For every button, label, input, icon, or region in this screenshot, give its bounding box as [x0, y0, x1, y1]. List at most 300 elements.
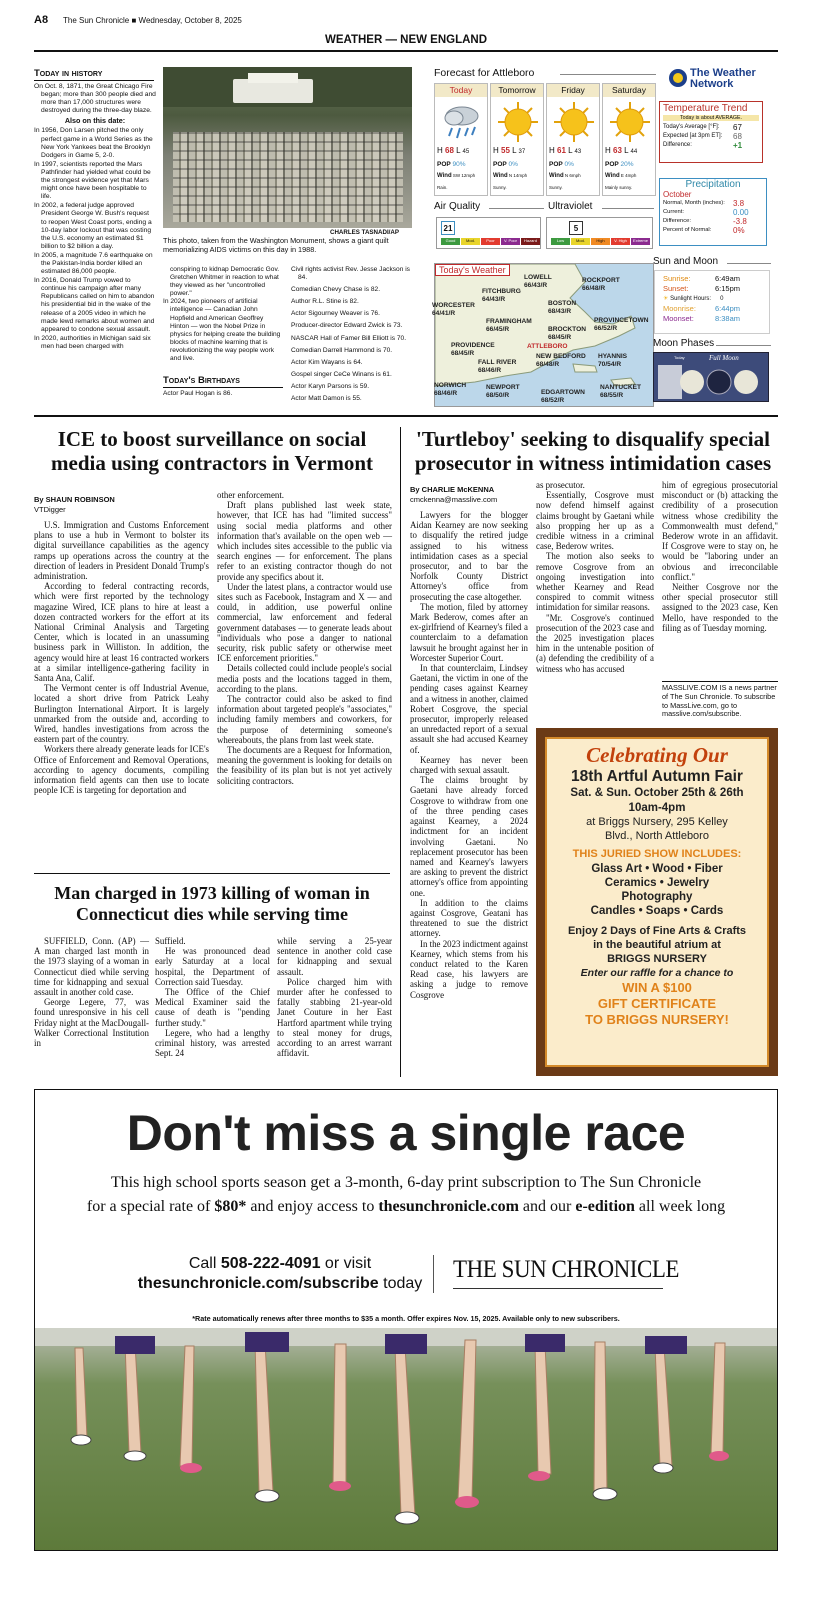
day-name: Tomorrow: [491, 84, 543, 97]
hi-label: H: [493, 146, 499, 155]
wind-value: N 14mph: [508, 173, 528, 178]
masslive-note: MASSLIVE.COM IS a news partner of The Sun Chronicle. To subscribe to MassLive.com, go to masslive.com/subscribe.: [662, 683, 777, 719]
map-city-brockton: [548, 326, 586, 341]
ice-paragraph: Under the latest plans, a contractor would use sites such as Facebook, Instagram and X — and could, in addition, use powerful online commercial, law enforcement and federal government databases — to generate leads about "individuals who pose a danger to national security, risk public safety or otherwise meet ICE enforcement priorities.": [217, 581, 392, 664]
history-cont-2: In 2024, two pioneers of artificial intelligence — Canadian John Hopfield and American Geoffrey Hinton — won the Nobel Prize in physics for helping create the building blocks of machine learning that is revolutionizing the way people work and live.: [163, 298, 281, 363]
map-city-rockport: [582, 277, 620, 292]
killing-paragraph: while serving a 25-year sentence in another cold case for kidnapping and sexual assault.: [277, 936, 392, 977]
pop-label: POP: [549, 161, 563, 168]
precip-row-value: 0%: [733, 226, 745, 235]
hi-temp: 68: [445, 146, 454, 155]
ad-fine-print: *Rate automatically renews after three months to $35 a month. Offer expires Nov. 15, 2025. Available only to new subscribers.: [192, 1314, 620, 1323]
map-city-attleboro: [527, 343, 568, 351]
ad-sub-text: and our: [518, 1198, 576, 1215]
wind: [437, 173, 475, 179]
day-name: Saturday: [603, 84, 655, 97]
city-name: EDGARTOWN: [541, 389, 585, 396]
moon-today-label: Today: [674, 355, 685, 360]
ice-paragraph: U.S. Immigration and Customs Enforcement plans to use a hub in Vermont to bolster its digital surveillance capabilities as the agency ramps up operations across the country at the direction of leaders in President Donald Trump's administration.: [34, 520, 209, 582]
turtleboy-paragraph: In addition to the claims against Cosgrove, Geatani has threatened to sue the district attorney.: [410, 897, 528, 939]
header-paper: The Sun Chronicle ■ Wednesday, October 8, 2025: [63, 16, 242, 25]
map-city-fall-river: [478, 359, 516, 374]
wind-value: SW 12mph: [452, 173, 476, 178]
hi-lo: [437, 146, 469, 155]
precip-row: [663, 208, 763, 217]
turtleboy-col3: [662, 480, 778, 633]
fair-line-3: Sat. & Sun. October 25th & 26th: [570, 787, 744, 799]
history-item: In 2002, a federal judge approved President George W. Bush's request to reopen West Coast ports, ending a 10-day labor lockout that was costing the U.S. economy an estimated $1 billion to $2 billion a day.: [34, 202, 152, 250]
moonrise-label: Moonrise:: [663, 304, 696, 313]
sun-icon: [552, 100, 596, 144]
condition: Rain.: [437, 185, 448, 190]
fair-line-10: Photography: [621, 891, 693, 903]
history-item: In 1997, scientists reported the Mars Pathfinder had yielded what could be the strongest evidence yet that Mars might once have been hospitable to life.: [34, 160, 151, 201]
city-temp: 64/43/R: [482, 295, 506, 303]
condition: Mainly sunny.: [605, 185, 633, 190]
trend-row-value: 68: [733, 132, 742, 141]
logo-line-1: The Weather: [690, 67, 756, 79]
pop-value: 0%: [508, 161, 518, 168]
ice-paragraph: The documents are a Request for Information, meaning the government is looking for details on the feasibility of its plan but is not yet actively soliciting contractors.: [217, 745, 392, 786]
history-item: In 1956, Don Larsen pitched the only perfect game in a World Series as the New York Yankees beat the Brooklyn Dodgers in Game 5, 2-0.: [34, 127, 153, 159]
city-name: NANTUCKET: [600, 384, 642, 391]
runners-photo: [35, 1328, 777, 1551]
ad-price: $80*: [214, 1198, 247, 1215]
birthday-item: Comedian Darrell Hammond is 70.: [291, 346, 393, 354]
precip-row-value: -3.8: [733, 217, 747, 226]
fair-line-15: Enter our raffle for a chance to: [580, 967, 734, 979]
aqi-moderate: Mod.: [461, 238, 480, 245]
city-temp: 68/45/R: [548, 333, 572, 341]
moonrise-value: 6:44pm: [715, 304, 741, 313]
city-name: HYANNIS: [598, 353, 628, 360]
pop: [605, 161, 634, 168]
ad-visit-text: or visit: [320, 1255, 372, 1272]
killing-paragraph: George Legere, 77, was found unresponsive in his cell Friday night at the MacDougall-Walker Correctional Institution in: [34, 997, 149, 1049]
pop-label: POP: [493, 161, 507, 168]
history-item: In 2020, authorities in Michigan said six men had been charged with: [34, 334, 151, 350]
aqi-poor: Poor: [481, 238, 500, 245]
history-continued: [163, 266, 283, 363]
ad-sub-text: all week long: [634, 1198, 726, 1215]
pop-value: 0%: [564, 161, 574, 168]
air-quality-title: Air Quality: [434, 201, 481, 212]
birthday-item: Actor Kim Wayans is 64.: [291, 358, 363, 366]
killing-paragraph: SUFFIELD, Conn. (AP) — A man charged last month in the 1973 slaying of a woman in Connecticut died while serving time for kidnapping and sexual assault in another cold case.: [34, 936, 149, 998]
uv-title: Ultraviolet: [548, 201, 593, 212]
killing-col2: [155, 936, 270, 1058]
hi-lo: [605, 146, 637, 155]
precip-row-label: Percent of Normal:: [663, 227, 712, 233]
moon-full-label: Full Moon: [709, 354, 739, 362]
turtleboy-paragraph: The motion also seeks to remove Cosgrove from an ongoing investigation into whether Kearney and Read conspired to commit witness intimidation for similar reasons.: [536, 551, 654, 613]
sunrise-row: [663, 274, 740, 284]
map-city-nantucket: [600, 384, 641, 399]
moon-phases: [653, 352, 769, 402]
wind-label: Wind: [605, 173, 620, 179]
city-name: LOWELL: [524, 274, 552, 281]
precip-row-label: Normal, Month (inches):: [663, 200, 725, 206]
map-city-framingham: [486, 318, 532, 333]
precipitation: [659, 178, 767, 246]
trend-title: Temperature Trend: [663, 103, 748, 114]
hi-label: H: [437, 146, 443, 155]
moon-phases-title: Moon Phases: [653, 338, 715, 349]
turtleboy-paragraph: The claims brought by Gaetani have already forced Cosgrove to withdraw from one of the three pending cases against Kearney, a 2024 indictment for an incident involving Gaetani. No replacement prosecutor has been named and Kearney's lawyers are asking to prevent the district attorney's office from appointing one.: [410, 775, 528, 898]
city-name: PROVINCETOWN: [594, 317, 649, 324]
map-city-norwich: [434, 382, 466, 397]
trend-row: [663, 123, 759, 132]
history-item: In 2016, Donald Trump vowed to continue his campaign after many Republicans called on him to abandon his presidential bid in the wake of the release of a 2005 video in which he made lewd remarks about women and appeared to condone sexual assault.: [34, 277, 155, 333]
subscription-ad: [34, 1089, 778, 1551]
fair-line-2: 18th Artful Autumn Fair: [571, 768, 743, 785]
turtleboy-paragraph: Neither Cosgrove nor the other special prosecutor still assigned to the 2023 case, Ken Mello, have responded to the filing as of Tuesday morning.: [662, 582, 778, 633]
uv-gauge: [546, 217, 653, 249]
wind-label: Wind: [549, 173, 564, 179]
city-temp: 68/52/R: [541, 396, 565, 404]
sun-chronicle-logo: THE SUN CHRONICLE: [453, 1256, 680, 1283]
fair-line-8: Glass Art • Wood • Fiber: [591, 863, 723, 875]
paper-name: The Sun Chronicle: [63, 16, 130, 25]
trend-row: [663, 141, 759, 150]
turtleboy-col2: [536, 480, 654, 674]
lo-label: L: [624, 146, 629, 155]
forecast-title: Forecast for Attleboro: [434, 67, 535, 79]
turtleboy-email: cmckenna@masslive.com: [410, 495, 498, 504]
pop: [549, 161, 574, 168]
wind: [549, 173, 581, 179]
forecast-day-saturday: [602, 83, 656, 196]
city-name: FRAMINGHAM: [486, 318, 532, 325]
ad-sub-2: [35, 1198, 777, 1216]
city-temp: 64/41/R: [432, 309, 456, 317]
hi-label: H: [549, 146, 555, 155]
uv-extreme: Extreme: [631, 238, 650, 245]
ad-call: [135, 1254, 425, 1294]
ad-today-text: today: [378, 1275, 423, 1292]
ice-paragraph: other enforcement.: [217, 490, 285, 500]
killing-paragraph: The Office of the Chief Medical Examiner said the cause of death is "pending further study.": [155, 987, 270, 1028]
ice-headline: ICE to boost surveillance on social media using contractors in Vermont: [51, 427, 373, 475]
aqi-very-poor: V. Poor: [501, 238, 520, 245]
uv-very-high: V. High: [611, 238, 630, 245]
sunrise-value: 6:49am: [715, 274, 741, 283]
lo-label: L: [456, 146, 461, 155]
sunlight-row: [663, 294, 740, 304]
trend-row-label: Difference:: [663, 142, 692, 148]
city-name: FITCHBURG: [482, 288, 521, 295]
fair-line-5: at Briggs Nursery, 295 Kelley: [586, 816, 728, 828]
birthday-item: Actor Karyn Parsons is 59.: [291, 382, 370, 390]
ice-paragraph: According to federal contracting records, which were first reported by the technology magazine Wired, ICE plans to hire at least a dozen contracted workers for the effort at its National Criminal Analysis and Targeting Center, which is located in an unassuming business park in Williston. In addition, the agency would hire at least 16 contracted workers at a similar intelligence-gathering facility in Santa Ana, Calif.: [34, 581, 209, 684]
birthday-item: Comedian Chevy Chase is 82.: [291, 286, 381, 294]
precip-row: [663, 199, 763, 208]
pop: [493, 161, 518, 168]
map-city-hyannis: [598, 353, 627, 368]
turtleboy-paragraph: Kearney has never been charged with sexual assault.: [410, 754, 528, 776]
turtleboy-paragraph: The motion, filed by attorney Mark Bederow, comes after an ex-girlfriend of Kearney's filed a counterclaim to a defamation lawsuit he brought against her in Worcester Superior Court.: [410, 601, 528, 663]
birthdays-title: Today's Birthdays: [163, 375, 240, 386]
ice-col1: [34, 520, 209, 795]
history-item: In 2005, a magnitude 7.6 earthquake on the Pakistan-India border killed an estimated 86,000 people.: [34, 251, 153, 276]
section-title: WEATHER — NEW ENGLAND: [324, 34, 488, 46]
uv-value: 5: [569, 221, 583, 235]
city-temp: 68/46/R: [434, 389, 458, 397]
photo-credit: CHARLES TASNADI/AP: [330, 229, 399, 236]
lo-label: L: [568, 146, 573, 155]
ad-phone[interactable]: 508-222-4091: [220, 1255, 321, 1272]
day-name: Friday: [547, 84, 599, 97]
turtleboy-paragraph: Lawyers for the blogger Aidan Kearney are now seeking to disqualify the retired judge assigned to his witness intimidation cases as a special prosecutor, and to bar the Norfolk County District Attorney's office from prosecuting the case altogether.: [410, 510, 528, 602]
birthday-item: Producer-director Edward Zwick is 73.: [291, 322, 403, 330]
fair-line-1: Celebrating Our: [586, 743, 728, 767]
aqi-good: Good: [441, 238, 460, 245]
history-also: Also on this date:: [64, 116, 126, 126]
forecast-day-today: [434, 83, 488, 196]
ad-site: thesunchronicle.com: [378, 1198, 519, 1215]
fair-line-4: 10am-4pm: [628, 802, 686, 814]
sun-moon-box: [654, 270, 770, 334]
moonset-value: 8:38am: [715, 314, 741, 323]
city-name: NEW BEDFORD: [536, 353, 586, 360]
city-temp: 70/54/R: [598, 360, 622, 368]
turtleboy-paragraph: him of egregious prosecutorial misconduct or (b) attacking the credibility of a prosecution witness whose credibility the Commonwealth must defend," Bederow wrote in an affidavit. If Cosgrove were to stay on, he would be "laboring under an obvious and irreconcilable conflict.": [662, 480, 778, 582]
trend-row-label: Expected [at 3pm ET]:: [663, 133, 723, 139]
city-temp: 68/45/R: [451, 349, 475, 357]
pop: [437, 161, 466, 168]
ad-sub-text: and enjoy access to: [246, 1198, 379, 1215]
pop-value: 90%: [452, 161, 466, 168]
city-name: BOSTON: [548, 300, 577, 307]
fair-line-17: GIFT CERTIFICATE: [597, 996, 717, 1011]
ad-call-text: Call: [188, 1255, 221, 1272]
moonrise-row: [663, 304, 740, 314]
turtleboy-paragraph: as prosecutor.: [536, 480, 585, 490]
hi-lo: [549, 146, 581, 155]
sunlight-label: Sunlight Hours:: [670, 296, 712, 302]
fair-line-7: THIS JURIED SHOW INCLUDES:: [572, 848, 742, 860]
forecast-day-friday: [546, 83, 600, 196]
precip-row-value: 3.8: [733, 199, 745, 208]
wind: [605, 173, 636, 179]
map-city-worcester: [432, 302, 475, 317]
city-temp: 68/48/R: [536, 360, 560, 368]
uv-low: Low: [551, 238, 570, 245]
hi-label: H: [605, 146, 611, 155]
city-name: BROCKTON: [548, 326, 586, 333]
fair-line-14: BRIGGS NURSERY: [607, 953, 707, 965]
trend-sub: Today is about AVERAGE.: [663, 115, 759, 121]
hi-temp: 61: [557, 146, 566, 155]
city-name: FALL RIVER: [478, 359, 517, 366]
history-cont-1: conspiring to kidnap Democratic Gov. Gretchen Whitmer in reaction to what they viewed as her "uncontrolled power.": [170, 266, 280, 298]
fair-line-11: Candles • Soaps • Cards: [590, 905, 724, 917]
wind-value: E 4mph: [620, 173, 637, 178]
killing-col3: [277, 936, 392, 1058]
ice-org: VTDigger: [34, 505, 66, 514]
trend-row-value: +1: [733, 141, 743, 150]
sunrise-label: Sunrise:: [663, 274, 691, 283]
precip-row-label: Current:: [663, 209, 684, 215]
city-temp: 66/43/R: [524, 281, 548, 289]
map-city-boston: [548, 300, 576, 315]
killing-paragraph: Suffield.: [155, 936, 186, 946]
ad-sub-text: for a special rate of: [86, 1198, 215, 1215]
precip-row-label: Difference:: [663, 218, 691, 224]
ad-eedition: e-edition: [575, 1198, 635, 1215]
turtleboy-col1: [410, 510, 528, 1000]
city-temp: 66/48/R: [582, 284, 606, 292]
turtleboy-paragraph: In the 2023 indictment against Kearney, which stems from his conduct related to the Karen Read case, his lawyers are asking a judge to remove Cosgrove: [410, 938, 528, 1000]
aqi-hazard: Hazard: [521, 238, 540, 245]
fair-line-13: in the beautiful atrium at: [593, 939, 721, 951]
city-temp: 68/43/R: [548, 307, 572, 315]
city-name: PROVIDENCE: [451, 342, 495, 349]
city-temp: 68/50/R: [486, 391, 510, 399]
ad-headline: Don't miss a single race: [126, 1105, 686, 1161]
turtleboy-headline: 'Turtleboy' seeking to disqualify special prosecutor in witness intimidation cases: [414, 427, 772, 475]
map-city-fitchburg: [482, 288, 521, 303]
precip-row: [663, 217, 763, 226]
precip-title: Precipitation: [685, 179, 741, 190]
sunset-row: [663, 284, 740, 294]
lo-temp: 43: [574, 149, 582, 155]
fair-line-9: Ceramics • Jewelry: [604, 877, 710, 889]
forecast-day-tomorrow: [490, 83, 544, 196]
wind: [493, 173, 527, 179]
birthday-item: Author R.L. Stine is 82.: [291, 298, 359, 306]
killing-col1: [34, 936, 149, 1048]
fair-line-18: TO BRIGGS NURSERY!: [585, 1012, 729, 1027]
uv-moderate: Mod.: [571, 238, 590, 245]
ice-paragraph: The contractor could also be asked to find information about targeted people's "associates," including family members and coworkers, for the purpose of determining someone's whereabouts, the plans from last week state.: [217, 694, 392, 745]
moonset-row: [663, 314, 740, 324]
map-city-newport: [486, 384, 520, 399]
turtleboy-byline: By CHARLIE McKENNA: [410, 485, 495, 494]
fair-line-16: WIN A $100: [622, 980, 692, 995]
sun-small-icon: ☀: [663, 296, 669, 302]
wind-label: Wind: [437, 173, 452, 179]
temperature-trend: [659, 101, 763, 163]
birthdays-col1: [163, 390, 283, 398]
city-name: NORWICH: [434, 382, 467, 389]
weather-network-logo: [690, 68, 756, 90]
wind-value: N 6mph: [564, 173, 581, 178]
sun-moon-title: Sun and Moon: [653, 256, 719, 267]
logo-line-2: Network: [690, 78, 734, 90]
map-city-lowell: [524, 274, 552, 289]
ad-sub-1: This high school sports season get a 3-month, 6-day print subscription to The Sun Chronicle: [110, 1174, 702, 1191]
turtleboy-paragraph: "Mr. Cosgrove's continued prosecution of the 2023 case and the 2025 investigation places him in the untenable position of (a) defending the credibility of a witness who has accused: [536, 612, 654, 674]
killing-paragraph: Legere, who had a lengthy criminal history, was arrested Sept. 24: [155, 1027, 270, 1059]
hi-temp: 63: [613, 146, 622, 155]
air-quality-gauge: [436, 217, 541, 249]
killing-headline: Man charged in 1973 killing of woman in Connecticut dies while serving time: [54, 883, 370, 924]
history-photo: [163, 67, 412, 228]
history-lead: On Oct. 8, 1871, the Great Chicago Fire began; more than 300 people died and more than 17,000 structures were destroyed during the three-day blaze.: [34, 83, 156, 115]
precip-row: [663, 226, 763, 235]
sunlight-value: 0: [720, 296, 724, 302]
ad-url-link[interactable]: thesunchronicle.com/subscribe: [137, 1275, 379, 1292]
condition: Sunny.: [493, 185, 507, 190]
pop-label: POP: [605, 161, 619, 168]
hi-temp: 55: [501, 146, 510, 155]
air-quality-value: 21: [441, 221, 455, 235]
ice-paragraph: Details collected could include people's social media posts and the locations tagged in them, according to the plans.: [217, 663, 392, 694]
hi-lo: [493, 146, 525, 155]
lo-temp: 45: [462, 149, 470, 155]
lo-temp: 44: [630, 149, 638, 155]
fair-ad: [536, 728, 778, 1076]
weather-network-logo-icon: [668, 68, 688, 88]
header-date: Wednesday, October 8, 2025: [138, 16, 242, 25]
trend-row-label: Today's Average [°F]:: [663, 124, 720, 130]
fair-line-6: Blvd., North Attleboro: [605, 830, 709, 842]
trend-row-value: 67: [733, 123, 742, 132]
ice-col2: [217, 490, 392, 786]
map-city-providence: [451, 342, 495, 357]
history-column: [34, 83, 156, 352]
city-name: NEWPORT: [486, 384, 520, 391]
pop-label: POP: [437, 161, 451, 168]
killing-paragraph: Police charged him with murder after he confessed to fatally stabbing 21-year-old Janet Couture in her East Hartford apartment while trying to steal money for drugs, according to an arrest warrant affidavit.: [277, 976, 392, 1059]
moon-phase-icon: [657, 364, 767, 400]
birthday-item: Actor Paul Hogan is 86.: [163, 390, 233, 397]
map-city-new-bedford: [536, 353, 586, 368]
uv-high: High: [591, 238, 610, 245]
wind-label: Wind: [493, 173, 508, 179]
city-name: WORCESTER: [432, 302, 475, 309]
birthdays-col2: [291, 266, 413, 403]
map-city-edgartown: [541, 389, 585, 404]
map-city-provincetown: [594, 317, 648, 332]
turtleboy-paragraph: In that counterclaim, Lindsey Gaetani, the victim in one of the pending cases against Kearney and a witness in another, claimed Robert Cosgrove, the special prosecutor, improperly released an unredacted report of a sexual assault she had accused Kearney of.: [410, 663, 528, 755]
turtleboy-paragraph: Essentially, Cosgrove must now defend himself against claims brought by Gaetani while also propping her up as a credible witness in a criminal case, Bederow writes.: [536, 490, 654, 552]
precip-month: October: [663, 190, 692, 199]
sun-icon: [496, 100, 540, 144]
ice-paragraph: Draft plans published last week state, however, that ICE has had "limited success" using social media platforms and other information that's available on the open web — which includes sites accessible to the public via search engines — for enforcement. The plans refer to an existing contractor though do not provide any specifics about it.: [217, 500, 392, 582]
killing-paragraph: He was pronounced dead early Saturday at a local hospital, the Department of Correction said Tuesday.: [155, 946, 270, 987]
city-name: ROCKPORT: [582, 277, 620, 284]
city-temp: 66/45/R: [486, 325, 510, 333]
sunset-value: 6:15pm: [715, 284, 741, 293]
precip-row-value: 0.00: [733, 208, 749, 217]
birthday-item: NASCAR Hall of Famer Bill Elliott is 70.: [291, 334, 407, 342]
sunset-label: Sunset:: [663, 284, 689, 293]
pop-value: 20%: [620, 161, 634, 168]
rain-icon: [440, 100, 484, 144]
fair-line-12: Enjoy 2 Days of Fine Arts & Crafts: [567, 925, 747, 937]
birthday-item: Actor Matt Damon is 55.: [291, 395, 362, 403]
photo-caption: This photo, taken from the Washington Monument, shows a giant quilt memorializing AIDS victims on this day in 1988.: [163, 236, 389, 254]
lo-temp: 37: [518, 149, 526, 155]
city-temp: 68/55/R: [600, 391, 624, 399]
history-title: Today in history: [34, 68, 103, 79]
page-number: A8: [34, 14, 49, 26]
ice-paragraph: Workers there already generate leads for ICE's Office of Enforcement and Removal Operations, according to agency documents, compiling information field agents can then use to locate people ICE is targeting for deportation and: [34, 744, 209, 796]
birthday-item: Civil rights activist Rev. Jesse Jackson is 84.: [291, 266, 410, 282]
lo-label: L: [512, 146, 517, 155]
birthday-item: Gospel singer CeCe Winans is 61.: [291, 370, 392, 378]
ice-paragraph: The Vermont center is off Industrial Avenue, located a short drive from Patrick Leahy Burlington International Airport. It is largely unmarked from the outside and, according to Wired, handles investigations from across the eastern part of the country.: [34, 683, 209, 745]
ice-byline: By SHAUN ROBINSON: [34, 495, 115, 504]
condition: Sunny.: [549, 185, 563, 190]
city-temp: 68/46/R: [478, 366, 502, 374]
trend-row: [663, 132, 759, 141]
sun-icon: [608, 100, 652, 144]
city-name: ATTLEBORO: [527, 343, 568, 350]
moonset-label: Moonset:: [663, 314, 694, 323]
